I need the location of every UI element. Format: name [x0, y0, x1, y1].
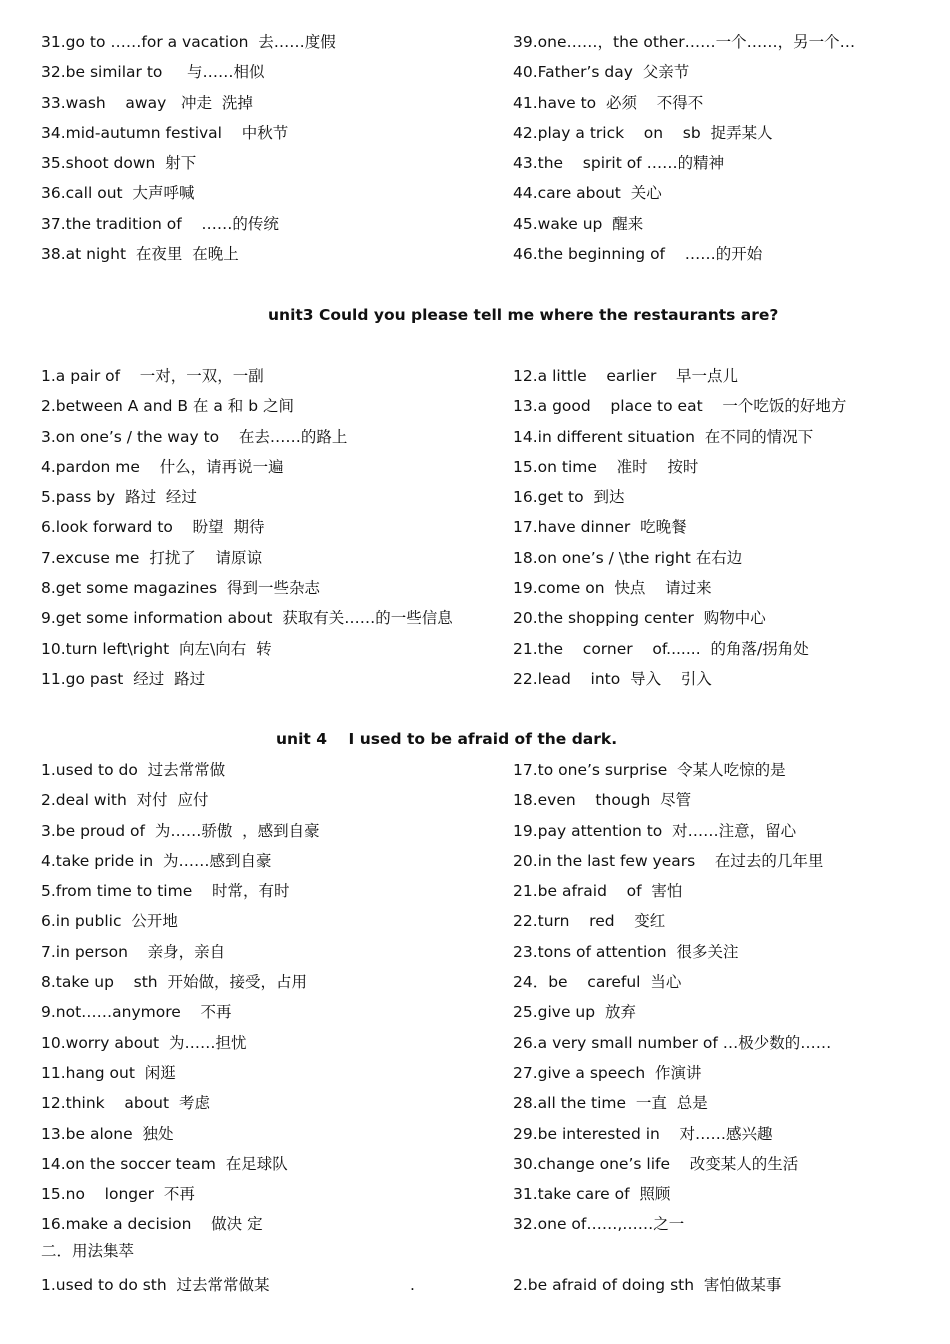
list-item: 21.the corner of....... 的角落/拐角处 [513, 639, 809, 658]
list-item: 43.the spirit of ……的精神 [513, 154, 725, 173]
usage-heading: 二．用法集萃 [41, 1242, 135, 1260]
list-item: 22.lead into 导入 引入 [513, 669, 712, 688]
list-item: 14.in different situation 在不同的情况下 [513, 427, 814, 446]
list-item: 11.hang out 闲逛 [41, 1063, 176, 1082]
list-item: 40.Father’s day 父亲节 [513, 63, 690, 82]
list-item: 46.the beginning of ……的开始 [513, 245, 763, 264]
list-item: 29.be interested in 对……感兴趣 [513, 1124, 773, 1143]
list-item: 15.on time 准时 按时 [513, 457, 699, 476]
list-item: 10.worry about 为……担忧 [41, 1033, 247, 1052]
list-item: 19.pay attention to 对……注意，留心 [513, 821, 797, 840]
list-item: 37.the tradition of ……的传统 [41, 214, 279, 233]
unit3-left-list [41, 361, 453, 694]
list-item: 1.a pair of 一对，一双，一副 [41, 367, 264, 385]
list-item: 6.look forward to 盼望 期待 [41, 518, 265, 537]
list-item: 22.turn red 变红 [513, 912, 666, 931]
list-item: 13.a good place to eat 一个吃饭的好地方 [513, 397, 847, 416]
unit3-right-list [513, 361, 846, 694]
list-item: 2.between A and B 在 a 和 b 之间 [41, 397, 294, 416]
list-item: 42.play a trick on sb 捉弄某人 [513, 123, 773, 142]
list-item: 33.wash away 冲走 洗掉 [41, 93, 253, 112]
usage-item-1-dot: . [410, 1276, 415, 1294]
list-item: 3.on one’s / the way to 在去……的路上 [41, 427, 348, 446]
list-item: 8.get some magazines 得到一些杂志 [41, 579, 320, 598]
list-item: 30.change one’s life 改变某人的生活 [513, 1154, 799, 1173]
list-item: 28.all the time 一直 总是 [513, 1094, 708, 1113]
list-item: 12.think about 考虑 [41, 1094, 210, 1113]
usage-item-2: 2.be afraid of doing sth 害怕做某事 [513, 1276, 782, 1294]
list-item: 13.be alone 独处 [41, 1124, 174, 1143]
unit4-left-list [41, 755, 320, 1240]
usage-item-1: 1.used to do sth 过去常常做某 [41, 1276, 270, 1294]
list-item: 10.turn left\right 向左\向右 转 [41, 639, 272, 658]
list-item: 18.on one’s / \the right 在右边 [513, 548, 743, 567]
prev-unit-left-list [41, 27, 336, 269]
list-item: 16.make a decision 做决 定 [41, 1215, 263, 1234]
list-item: 35.shoot down 射下 [41, 154, 197, 173]
list-item: 12.a little earlier 早一点儿 [513, 367, 739, 385]
unit4-right-list [513, 755, 831, 1240]
list-item: 17.have dinner 吃晚餐 [513, 518, 687, 537]
list-item: 45.wake up 醒来 [513, 214, 644, 233]
list-item: 16.get to 到达 [513, 488, 625, 507]
list-item: 6.in public 公开地 [41, 912, 178, 931]
list-item: 7.in person 亲身，亲自 [41, 942, 226, 961]
list-item: 1.used to do 过去常常做 [41, 761, 226, 779]
list-item: 19.come on 快点 请过来 [513, 579, 712, 598]
list-item: 14.on the soccer team 在足球队 [41, 1154, 288, 1173]
list-item: 31.go to ……for a vacation 去……度假 [41, 33, 336, 51]
list-item: 4.pardon me 什么，请再说一遍 [41, 457, 284, 476]
list-item: 18.even though 尽管 [513, 791, 692, 810]
list-item: 8.take up sth 开始做，接受，占用 [41, 973, 307, 992]
list-item: 32.be similar to 与……相似 [41, 63, 265, 82]
list-item: 4.take pride in 为……感到自豪 [41, 851, 272, 870]
list-item: 5.from time to time 时常，有时 [41, 882, 290, 901]
list-item: 15.no longer 不再 [41, 1185, 195, 1204]
list-item: 3.be proud of 为……骄傲 ，感到自豪 [41, 821, 320, 840]
unit4-title: unit 4 I used to be afraid of the dark. [276, 730, 618, 748]
list-item: 27.give a speech 作演讲 [513, 1063, 702, 1082]
list-item: 5.pass by 路过 经过 [41, 488, 197, 507]
list-item: 38.at night 在夜里 在晚上 [41, 245, 239, 264]
list-item: 11.go past 经过 路过 [41, 669, 206, 688]
list-item: 9.get some information about 获取有关……的一些信息 [41, 609, 453, 628]
list-item: 9.not……anymore 不再 [41, 1003, 232, 1022]
list-item: 20.the shopping center 购物中心 [513, 609, 766, 628]
list-item: 39.one……，the other……一个……，另一个… [513, 33, 856, 51]
list-item: 31.take care of 照顾 [513, 1185, 671, 1204]
list-item: 21.be afraid of 害怕 [513, 882, 683, 901]
unit3-title: unit3 Could you please tell me where the restaurants are? [268, 306, 779, 324]
list-item: 23.tons of attention 很多关注 [513, 942, 739, 961]
list-item: 25.give up 放弃 [513, 1003, 636, 1022]
list-item: 36.call out 大声呼喊 [41, 184, 195, 203]
list-item: 20.in the last few years 在过去的几年里 [513, 851, 824, 870]
list-item: 41.have to 必须 不得不 [513, 93, 704, 112]
list-item: 24．be careful 当心 [513, 973, 682, 992]
list-item: 26.a very small number of …极少数的…… [513, 1033, 832, 1052]
list-item: 17.to one’s surprise 令某人吃惊的是 [513, 761, 786, 779]
list-item: 7.excuse me 打扰了 请原谅 [41, 548, 263, 567]
prev-unit-right-list [513, 27, 855, 269]
list-item: 32.one of……,……之一 [513, 1215, 685, 1234]
list-item: 44.care about 关心 [513, 184, 662, 203]
list-item: 2.deal with 对付 应付 [41, 791, 209, 810]
list-item: 34.mid-autumn festival 中秋节 [41, 123, 289, 142]
